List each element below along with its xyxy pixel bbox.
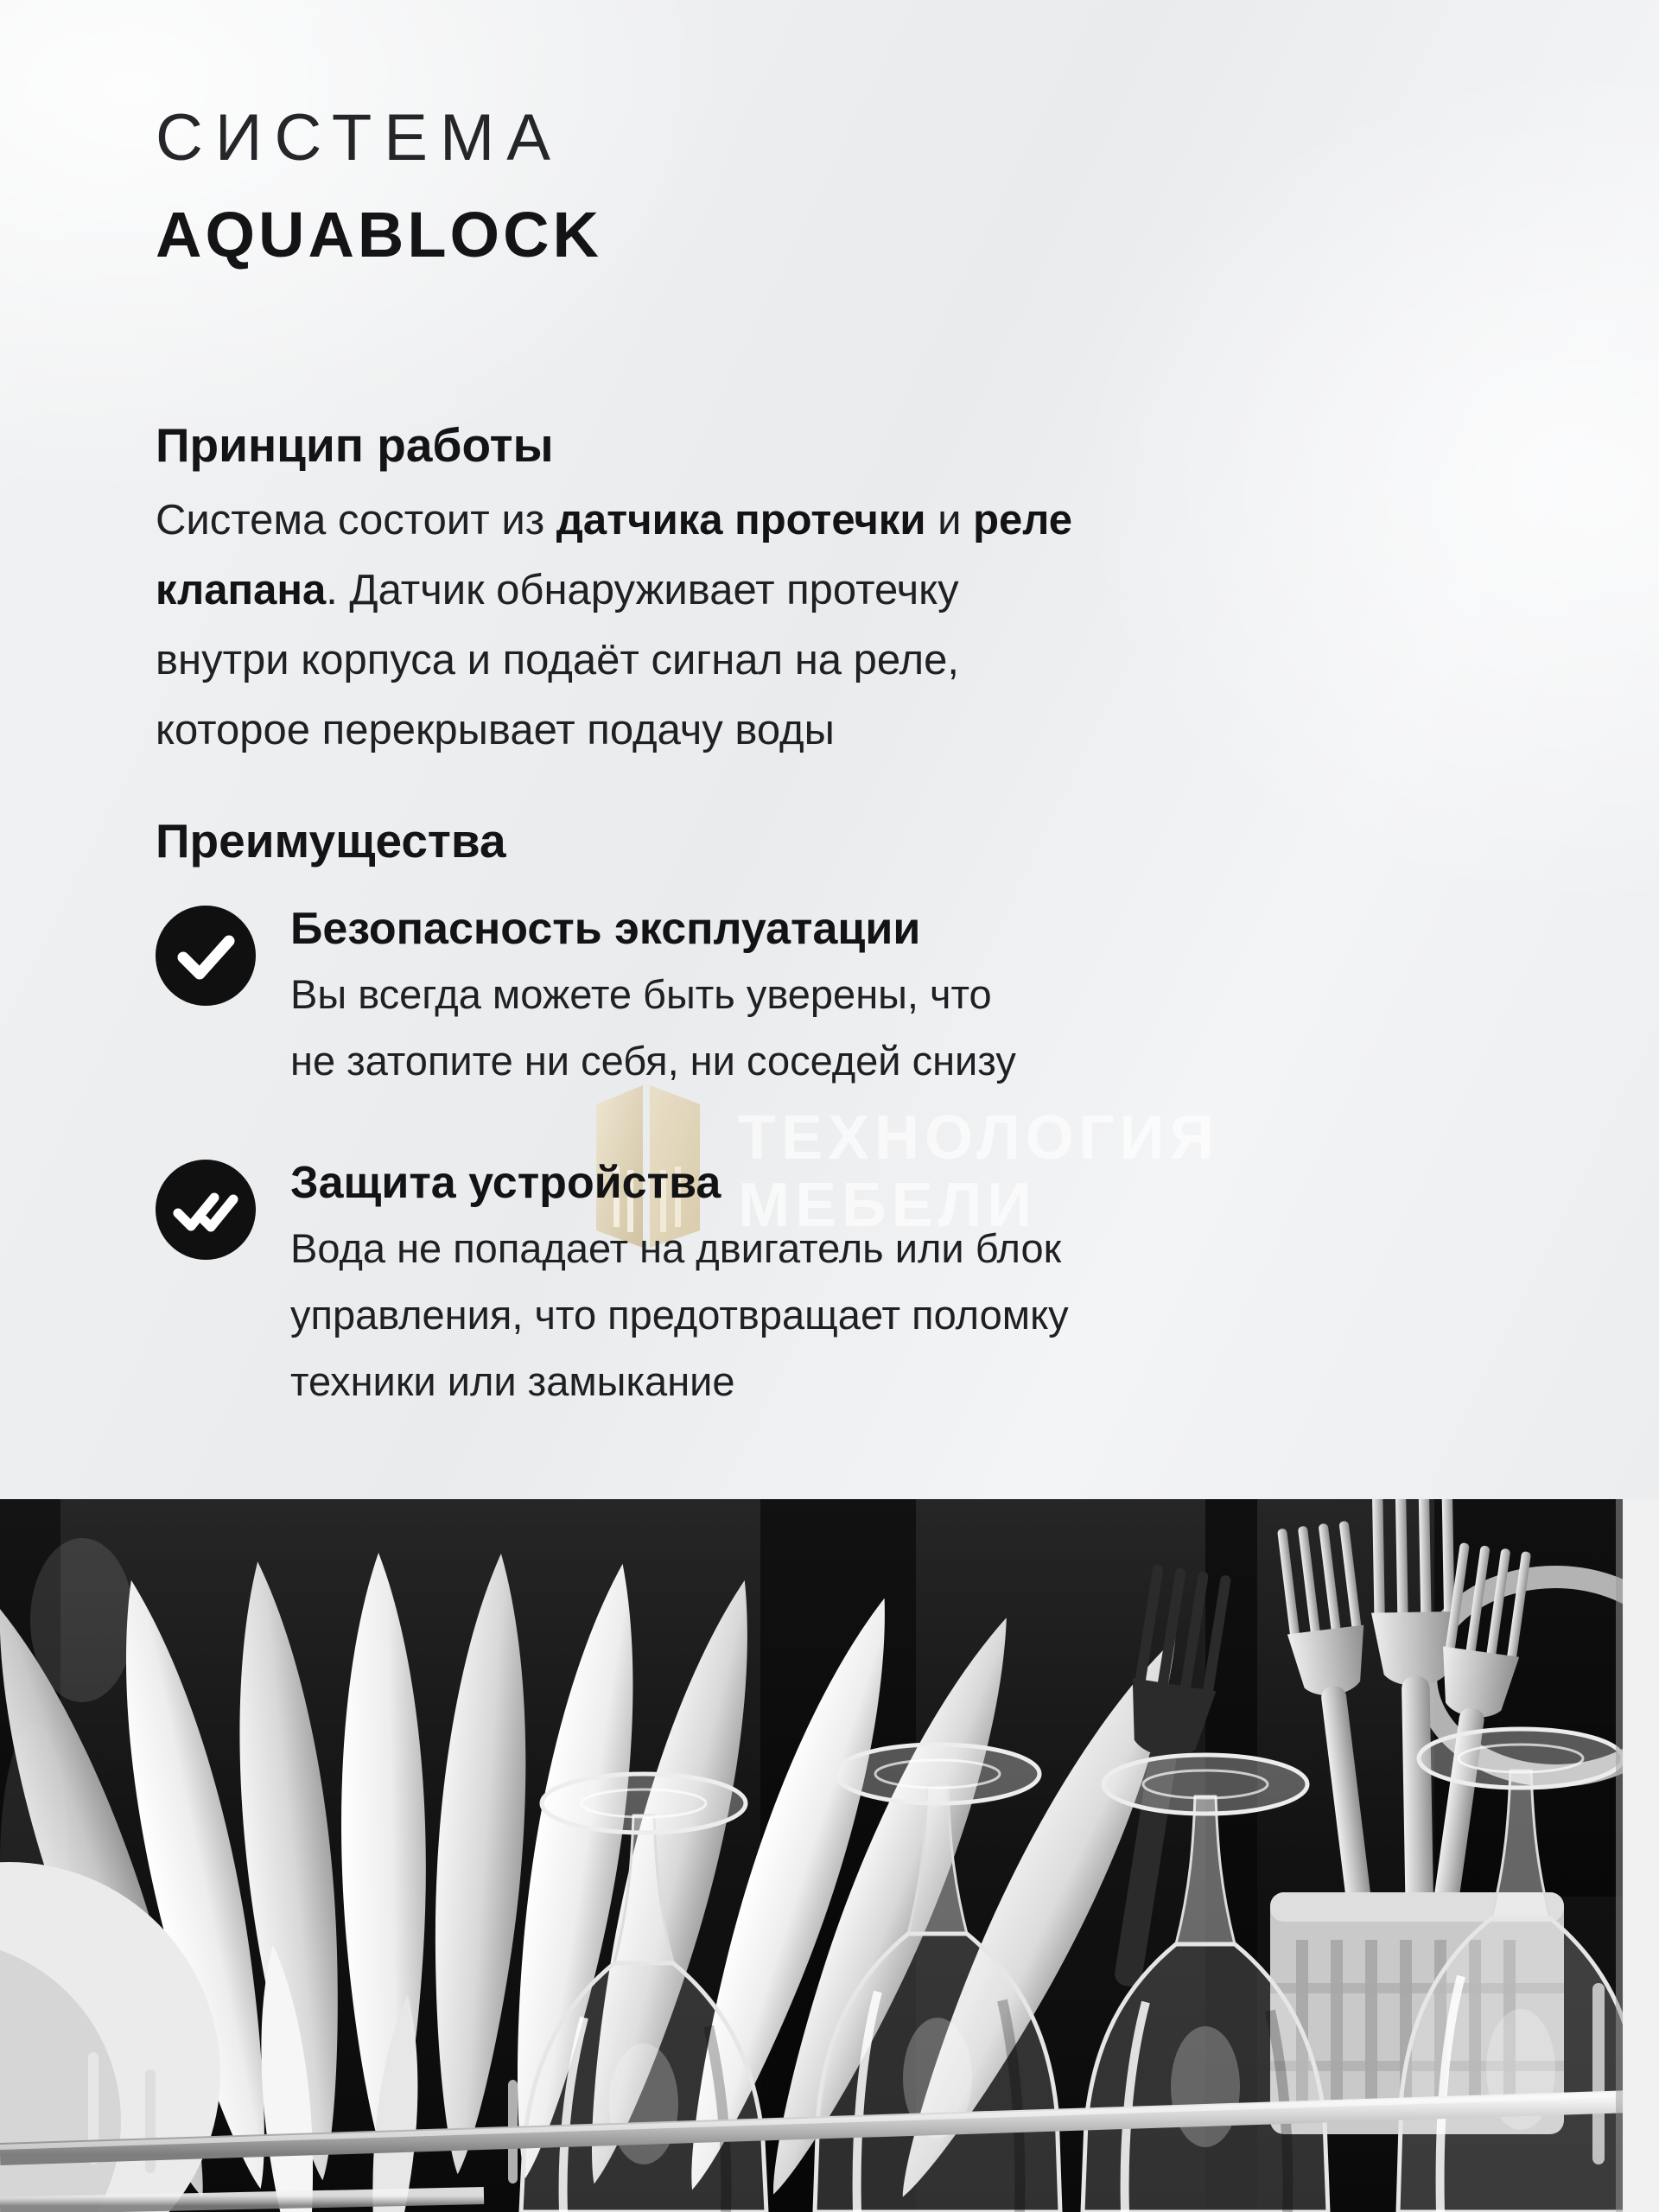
advantage-title: Защита устройства	[290, 1158, 721, 1208]
door-edge	[1616, 1499, 1623, 2212]
principle-line: клапана. Датчик обнаруживает протечку	[156, 567, 959, 613]
watermark-line-1: ТЕХНОЛОГИЯ	[738, 1103, 1220, 1173]
principle-paragraph	[156, 486, 1607, 766]
advantage-line: управления, что предотвращает поломку	[290, 1292, 1069, 1338]
advantage-text	[290, 902, 1016, 1094]
advantage-line: Вы всегда можете быть уверены, что	[290, 971, 992, 1017]
page-title-line-2: AQUABLOCK	[156, 199, 602, 270]
advantage-body	[290, 961, 1016, 1094]
principle-heading: Принцип работы	[156, 418, 554, 472]
advantage-line: техники или замыкание	[290, 1358, 735, 1404]
text-content	[156, 102, 1607, 1414]
advantages-heading: Преимущества	[156, 814, 506, 868]
principle-line: которое перекрывает подачу воды	[156, 707, 835, 753]
dishwasher-photo	[0, 1499, 1659, 2212]
principle-line: внутри корпуса и подаёт сигнал на реле,	[156, 637, 959, 683]
watermark-line-2: МЕБЕЛИ	[738, 1171, 1038, 1240]
advantage-line: Вода не попадает на двигатель или блок	[290, 1225, 1062, 1271]
check-icon	[156, 906, 256, 1006]
advantage-item-safety	[156, 902, 1607, 1094]
principle-line: Система состоит из датчика протечки и реле	[156, 497, 1072, 543]
advantage-item-protection	[156, 1156, 1607, 1414]
double-check-icon	[156, 1160, 256, 1260]
advantage-title: Безопасность эксплуатации	[290, 904, 921, 954]
advantage-text	[290, 1156, 1069, 1414]
advantage-line: не затопите ни себя, ни соседей снизу	[290, 1038, 1016, 1084]
page-title-line-1: СИСТЕМА	[156, 101, 563, 175]
advantage-body	[290, 1215, 1069, 1414]
